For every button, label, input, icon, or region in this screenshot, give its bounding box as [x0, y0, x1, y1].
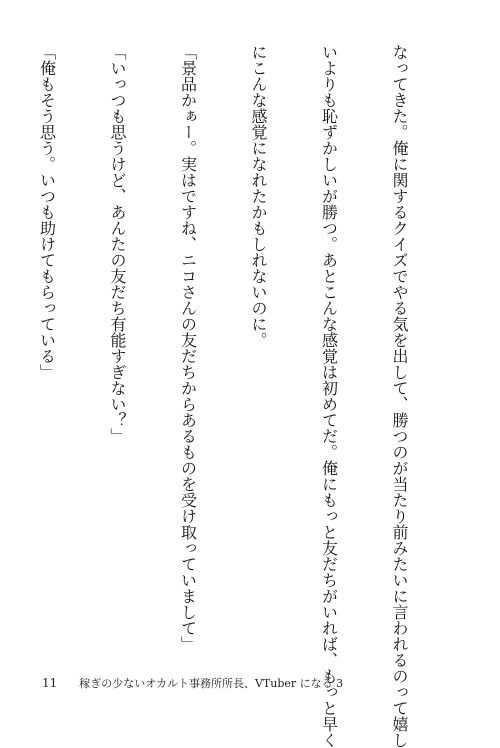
text-line: にこんな感覚になれたかもしれないのに。 — [249, 44, 268, 348]
text-line: なってきた。俺に関するクイズでやる気を出して、勝つのが当たり前みたいに言われるのって嬉し — [390, 44, 409, 748]
text-line: いよりも恥ずかしいが勝つ。あとこんな感覚は初めてだ。俺にもっと友だちがいれば、もっと早く — [319, 44, 339, 748]
page-number: 11 — [42, 676, 58, 690]
page-footer — [42, 675, 343, 691]
text-line: 「いっつも思うけど、あんたの友だち有能すぎない？」 — [108, 44, 127, 444]
text-line: 「景品かぁー。実はですね、ニコさんの友だちからあるものを受け取っていまして」 — [178, 44, 198, 652]
running-title: 稼ぎの少ないオカルト事務所所長、VTuber になる 3 — [79, 677, 344, 690]
text-line: 「俺もそう思う。いつも助けてもらっている」 — [37, 44, 57, 380]
